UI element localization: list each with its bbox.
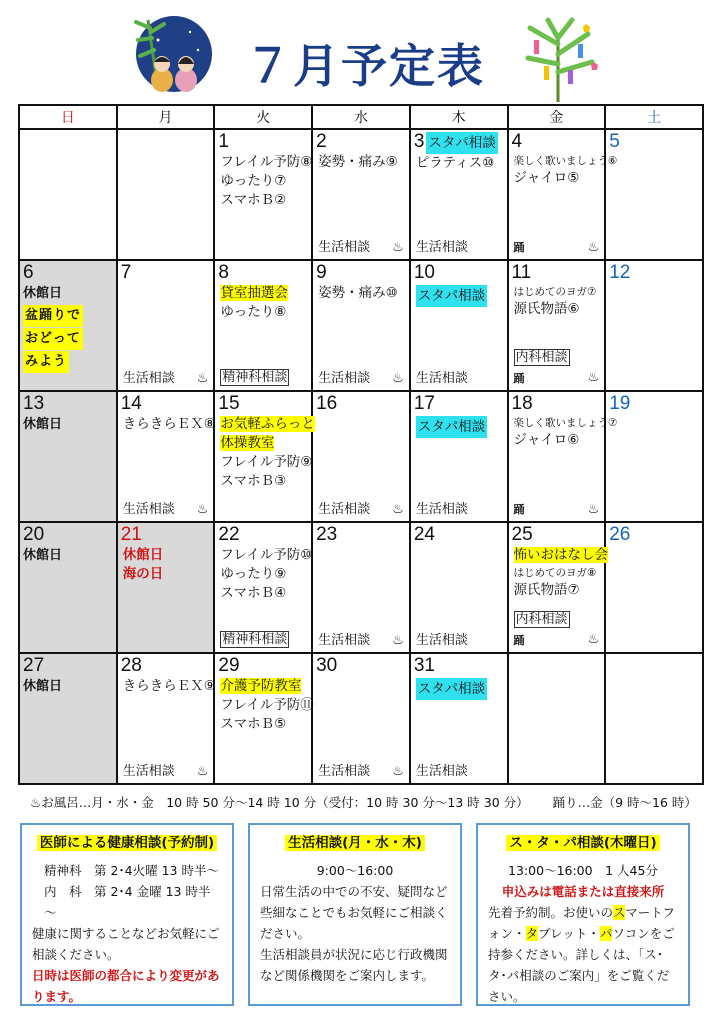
day-number-row: [411, 392, 507, 438]
cell-footer: [123, 498, 209, 517]
life-consult-label: 生活相談: [415, 371, 468, 386]
cell-footer: [123, 367, 209, 386]
empty-cell: [508, 653, 606, 784]
hot-spring-icon: ♨: [392, 764, 404, 779]
event-item: ジャイロ⑤: [513, 170, 580, 186]
facility-hours-note: [30, 793, 710, 811]
cell-footer: [514, 239, 600, 255]
day-cell-1: [214, 129, 312, 260]
week-row: [19, 653, 703, 784]
event-item: スマホＢ④: [220, 585, 287, 601]
doctor-schedule-internal: 内 科 第 2･4 金曜 13 時半～: [44, 884, 211, 920]
stapa-tag: スタパ相談: [416, 678, 487, 700]
stapa-consult-title: ス・タ・パ相談(木曜日): [488, 833, 678, 854]
day-number: 5: [609, 131, 620, 152]
life-consult-guidance: 生活相談員が状況に応じ行政機関など関係機関をご案内します。: [260, 947, 448, 983]
dance-icon: 踊: [513, 241, 525, 254]
life-consult-label: 生活相談: [122, 764, 175, 779]
day-cell-4: [508, 129, 618, 260]
day-number: 28: [120, 655, 142, 676]
day-cell-2: [312, 129, 410, 260]
life-consult-time: 9:00～16:00: [316, 863, 394, 878]
holiday-closed-label: 休館日: [122, 547, 164, 563]
hot-spring-icon: ♨: [196, 502, 209, 517]
hot-spring-icon: ♨: [392, 502, 404, 517]
psychiatry-consult-label: 精神科相談: [222, 632, 288, 647]
event-item-small: はじめてのヨガ⑦: [513, 286, 597, 298]
event-item: 源氏物語⑦: [513, 582, 580, 598]
life-consult-label: 生活相談: [415, 240, 468, 255]
day-cell-16: [312, 391, 410, 522]
holiday-name: 海の日: [122, 566, 164, 582]
day-cell-7: [117, 260, 215, 391]
weekday-monday: 月: [117, 105, 215, 129]
stapa-tag: スタパ相談: [416, 285, 487, 307]
event-item: ジャイロ⑥: [513, 432, 580, 448]
day-cell-22: [214, 522, 312, 653]
weekday-saturday: 土: [605, 105, 703, 129]
cell-footer: [416, 498, 502, 517]
event-item: フレイル予防⑨: [220, 454, 313, 470]
life-consult-label: 生活相談: [122, 371, 175, 386]
event-item-small: 楽しく歌いましょう⑥: [513, 155, 618, 167]
psychiatry-consult-label: 精神科相談: [222, 370, 288, 385]
hot-spring-icon: ♨: [587, 240, 600, 255]
day-cell-23: [312, 522, 410, 653]
cell-footer: [220, 631, 306, 648]
hot-spring-icon: ♨: [587, 502, 600, 517]
hot-spring-icon: ♨: [196, 764, 209, 779]
day-cell-13: [19, 391, 117, 522]
event-item: フレイル予防⑩: [220, 547, 313, 563]
day-cell-6: [19, 260, 117, 391]
tanabata-couple-illustration: [128, 10, 214, 96]
empty-cell: [19, 129, 117, 260]
day-cell-9: [312, 260, 410, 391]
day-cell-31: [410, 653, 508, 784]
day-number: 29: [218, 655, 240, 676]
highlight-event: 怖いおはなし会: [513, 547, 609, 563]
event-item: きらきらＥＸ⑨: [122, 678, 216, 694]
day-number: 21: [120, 524, 142, 545]
weekday-sunday: 日: [19, 105, 117, 129]
life-consult-label: 生活相談: [415, 502, 468, 517]
day-number: 16: [316, 393, 338, 414]
cell-footer: [318, 498, 404, 517]
highlight-event: 介護予防教室: [220, 678, 302, 694]
day-number: 27: [23, 655, 45, 676]
closed-label: 休館日: [23, 548, 63, 563]
weekday-tuesday: 火: [214, 105, 312, 129]
life-consult-label: 生活相談: [318, 240, 371, 255]
cell-footer: [318, 760, 404, 779]
cell-footer: [318, 367, 404, 386]
bon-dance-note: おどって: [23, 328, 83, 350]
day-number: 15: [218, 393, 240, 414]
day-cell-28: [117, 653, 215, 784]
day-cell-12: [605, 260, 703, 391]
event-item-small: 楽しく歌いましょう⑦: [513, 417, 618, 429]
bamboo-decoration-illustration: [508, 14, 608, 104]
day-number: 23: [316, 524, 338, 545]
day-number: 2: [316, 131, 327, 152]
day-cell-19: [605, 391, 703, 522]
life-consult-label: 生活相談: [122, 502, 175, 517]
day-number: 4: [511, 131, 523, 152]
day-cell-10: [410, 260, 508, 391]
event-item: スマホＢ⑤: [220, 716, 287, 732]
event-item-small: はじめてのヨガ⑧: [513, 567, 597, 579]
life-consult-box: [248, 823, 462, 1006]
week-row: [19, 129, 703, 260]
day-cell-27: [19, 653, 117, 784]
event-item: きらきらＥＸ⑧: [122, 416, 216, 432]
closed-label: 休館日: [23, 286, 63, 301]
stapa-application-note: 申込みは電話または直接来所: [501, 884, 665, 899]
event-item: ゆったり⑦: [220, 173, 287, 189]
page-title: ７月予定表: [245, 39, 485, 93]
day-cell-8: [214, 260, 312, 391]
day-cell-30: [312, 653, 410, 784]
event-item: ピラティス⑩: [415, 155, 495, 171]
event-item: フレイル予防⑪: [220, 697, 314, 713]
weekday-friday: 金: [508, 105, 606, 129]
doctor-consult-title: 医師による健康相談(予約制): [32, 833, 222, 854]
day-cell-15: [214, 391, 315, 522]
hot-spring-icon: ♨: [196, 371, 209, 386]
stapa-consult-description: 先着予約制。お使いのスマートフォン・タブレット・パソコンをご持参ください。詳しくは、「ス･タ･パ相談のご案内」をご覧ください。: [488, 905, 675, 1004]
week-row: [19, 260, 703, 391]
event-item: ゆったり⑧: [220, 304, 287, 320]
hot-spring-icon: ♨: [392, 633, 404, 648]
day-number: 25: [511, 524, 533, 545]
day-number: 18: [511, 393, 533, 414]
day-number: 12: [609, 262, 631, 283]
event-item: フレイル予防⑧: [220, 154, 313, 170]
life-consult-label: 生活相談: [318, 371, 371, 386]
highlight-event: 貸室抽選会: [220, 285, 288, 301]
day-cell-5: [605, 129, 703, 260]
cell-footer: [416, 629, 502, 648]
weekday-thursday: 木: [410, 105, 508, 129]
bon-dance-note: 盆踊りで: [23, 305, 83, 327]
day-number: 31: [413, 655, 435, 676]
hot-spring-icon: ♨: [392, 240, 404, 255]
weekday-header-row: [19, 105, 703, 129]
cell-footer: [416, 236, 502, 255]
doctor-change-notice: 日時は医師の都合により変更があります。: [32, 968, 220, 1004]
header: [0, 0, 724, 105]
hot-spring-icon: ♨: [392, 371, 404, 386]
day-number: 11: [511, 262, 532, 283]
day-number: 3: [413, 131, 425, 152]
life-consult-label: 生活相談: [415, 764, 468, 779]
stapa-tag: スタパ相談: [416, 416, 487, 438]
empty-cell: [117, 129, 215, 260]
dance-icon: 踊: [513, 372, 525, 385]
cell-footer: [318, 236, 404, 255]
highlight-event: 体操教室: [220, 435, 275, 451]
day-cell-24: [410, 522, 508, 653]
day-cell-20: [19, 522, 117, 653]
day-cell-14: [117, 391, 215, 522]
doctor-consult-description: 健康に関することなどお気軽にご相談ください。: [32, 926, 220, 962]
day-number: 8: [218, 262, 229, 283]
cell-footer: [416, 760, 502, 779]
day-cell-25: [508, 522, 609, 653]
doctor-schedule-psychiatry: 精神科 第 2･4火曜 13 時半～: [44, 863, 219, 878]
event-item: ゆったり⑨: [220, 566, 287, 582]
day-cell-26: [605, 522, 703, 653]
stapa-tag: スタパ相談: [426, 132, 497, 154]
day-cell-11: [508, 260, 606, 391]
day-number: 13: [23, 393, 45, 414]
life-consult-label: 生活相談: [318, 502, 371, 517]
day-cell-17: [410, 391, 508, 522]
day-cell-3: [410, 129, 508, 260]
dance-hours: 踊り…金（9 時～16 時）: [552, 795, 697, 810]
day-cell-29: [214, 653, 312, 784]
closed-label: 休館日: [23, 417, 63, 432]
internal-medicine-consult-label: 内科相談: [515, 612, 568, 627]
day-number: 1: [218, 131, 229, 152]
event-item: スマホＢ③: [220, 473, 287, 489]
stapa-consult-box: [476, 823, 690, 1006]
highlight-event: お気軽ふらっと: [220, 416, 315, 432]
event-item: 姿勢・痛み⑩: [318, 285, 398, 301]
event-item: 源氏物語⑥: [513, 301, 580, 317]
day-number: 9: [316, 262, 327, 283]
day-number-row: [411, 130, 507, 154]
day-number-row: [411, 654, 507, 700]
cell-footer: [514, 349, 600, 386]
day-number: 7: [120, 262, 132, 283]
hot-spring-icon: ♨: [587, 370, 600, 385]
life-consult-label: 生活相談: [318, 764, 371, 779]
day-cell-21: [117, 522, 215, 653]
event-item: スマホＢ②: [220, 192, 287, 208]
day-number: 6: [23, 262, 34, 283]
cell-footer: [123, 760, 209, 779]
hot-spring-icon: ♨: [587, 632, 600, 647]
cell-footer: [514, 501, 600, 517]
week-row: [19, 391, 703, 522]
dance-icon: 踊: [513, 634, 525, 647]
day-number: 26: [609, 524, 631, 545]
day-number: 30: [316, 655, 338, 676]
day-number: 10: [413, 262, 435, 283]
bath-hours: ♨お風呂…月・水・金 10 時 50 分～14 時 10 分（受付：10 時 30 分～13 時 30 分）: [30, 795, 529, 810]
day-number: 20: [23, 524, 45, 545]
empty-cell: [605, 653, 703, 784]
day-number: 19: [609, 393, 631, 414]
day-number: 24: [413, 524, 435, 545]
cell-footer: [220, 369, 306, 386]
week-row: [19, 522, 703, 653]
bon-dance-note: みよう: [23, 351, 69, 373]
closed-label: 休館日: [23, 679, 63, 694]
cell-footer: [416, 367, 502, 386]
doctor-consult-box: [20, 823, 234, 1006]
day-number-row: [411, 261, 507, 307]
cell-footer: [514, 611, 600, 648]
day-number: 14: [120, 393, 142, 414]
cell-footer: [318, 629, 404, 648]
day-number: 22: [218, 524, 240, 545]
life-consult-description: 日常生活の中での不安、疑問など些細なことでもお気軽にご相談ください。: [260, 884, 448, 941]
dance-icon: 踊: [513, 503, 525, 516]
life-consult-title: 生活相談(月・水・木): [260, 833, 450, 854]
day-number: 17: [413, 393, 435, 414]
day-cell-18: [508, 391, 618, 522]
event-item: 姿勢・痛み⑨: [318, 154, 398, 170]
stapa-consult-time: 13:00～16:00 1 人45分: [508, 863, 658, 878]
weekday-wednesday: 水: [312, 105, 410, 129]
calendar-table: [18, 104, 704, 785]
life-consult-label: 生活相談: [415, 633, 468, 648]
life-consult-label: 生活相談: [318, 633, 371, 648]
internal-medicine-consult-label: 内科相談: [515, 350, 568, 365]
